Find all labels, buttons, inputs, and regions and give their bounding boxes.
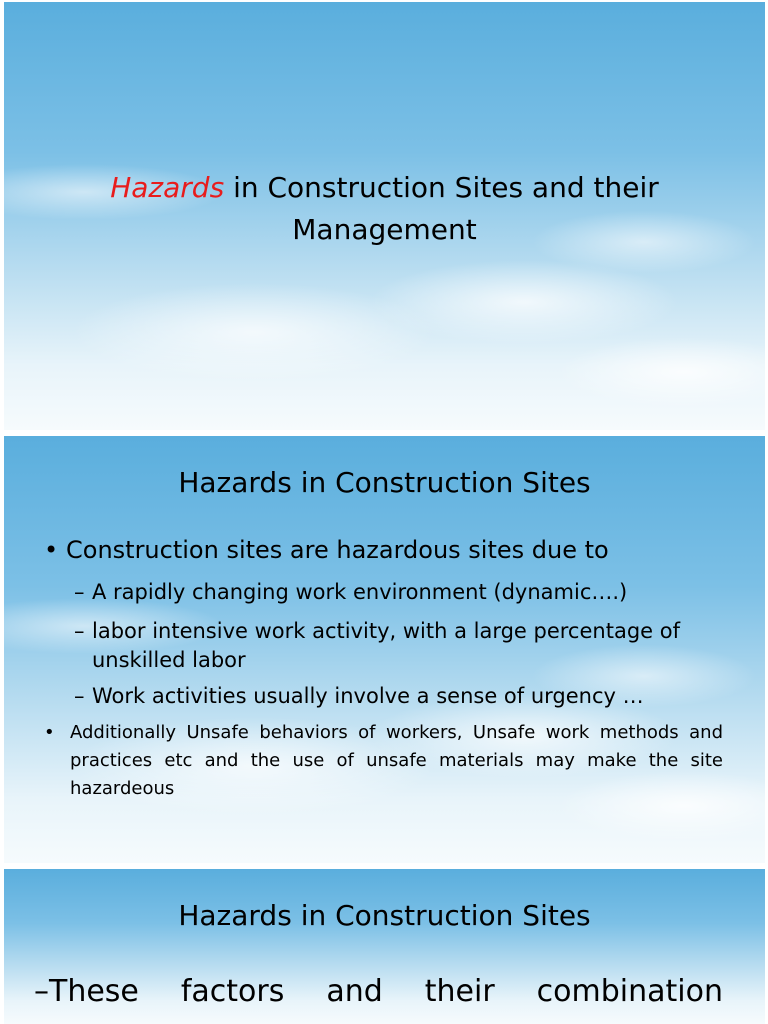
sub-bullet-text: labor intensive work activity, with a large percentage of: [92, 619, 680, 643]
bullet-icon: •: [44, 536, 59, 564]
title-line-1-rest: in Construction Sites and their: [233, 171, 659, 204]
slide-2-title: Hazards in Construction Sites: [178, 466, 591, 499]
secondary-bullet-text: Additionally Unsafe behaviors of workers, Unsafe work methods and practices etc and the use of unsafe materials may make the site hazardeous: [70, 722, 723, 799]
slide-1-title: [4, 167, 765, 251]
secondary-bullet: [44, 719, 723, 803]
body-word: combination: [536, 974, 723, 1009]
body-word: –These: [34, 974, 139, 1009]
dash-icon: –: [74, 619, 85, 643]
slide-3: [4, 869, 765, 1024]
title-line-2: Management: [292, 213, 477, 246]
slide-3-title: Hazards in Construction Sites: [178, 899, 591, 932]
sub-bullet-text-cont: unskilled labor: [92, 648, 246, 672]
sub-bullet: [74, 682, 723, 711]
bullet-icon: •: [44, 722, 55, 743]
sub-bullet-text: A rapidly changing work environment (dynamic….): [92, 580, 628, 604]
body-word: their: [424, 974, 495, 1009]
dash-icon: –: [74, 684, 85, 708]
sub-bullet-text: Work activities usually involve a sense of urgency …: [92, 684, 644, 708]
body-word: factors: [180, 974, 285, 1009]
body-word: and: [326, 974, 383, 1009]
slide-2: [4, 436, 765, 863]
sub-bullet: [74, 617, 723, 675]
dash-icon: –: [74, 580, 85, 604]
slide-1: [4, 2, 765, 430]
slide-3-body-line: [34, 974, 723, 1009]
main-bullet: [44, 536, 609, 564]
main-bullet-text: Construction sites are hazardous sites due to: [66, 536, 609, 564]
title-accent-word: Hazards: [110, 171, 225, 204]
sub-bullet: [74, 578, 723, 607]
